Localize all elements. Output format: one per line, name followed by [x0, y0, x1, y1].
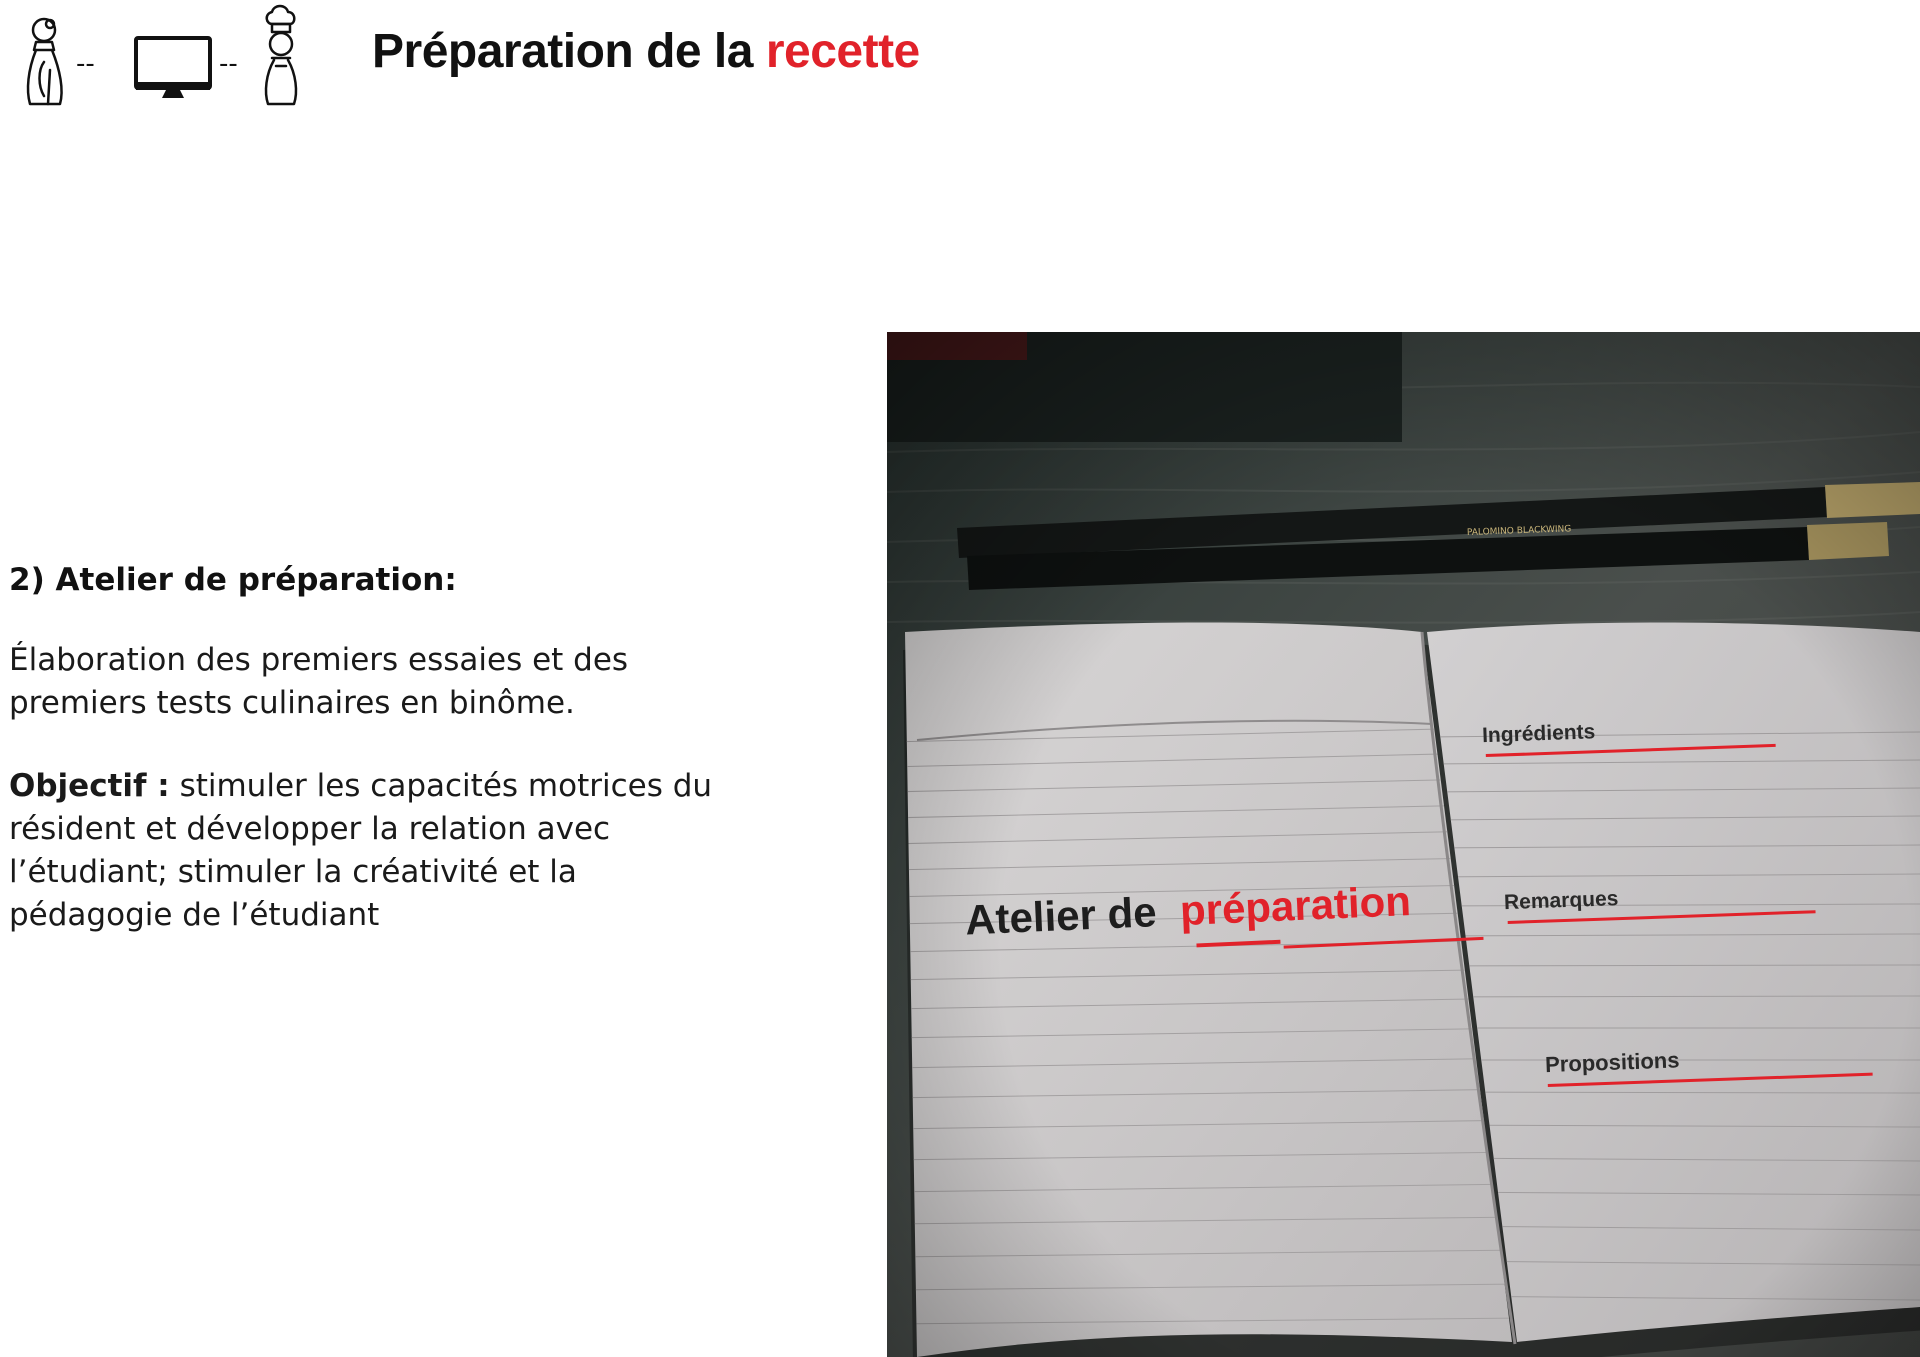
header-icons — [14, 0, 304, 110]
section-content — [9, 562, 749, 977]
page-title — [372, 24, 920, 79]
objective-label: Objectif : — [9, 768, 170, 805]
chef-student-icon — [266, 6, 296, 104]
connector-left: -- — [76, 49, 95, 79]
section-description: Élaboration des premiers essaies et des premiers tests culinaires en binôme. — [9, 642, 629, 722]
resident-icon — [28, 19, 62, 104]
section-heading: 2) Atelier de préparation: — [9, 562, 457, 598]
section-objective — [9, 765, 749, 937]
header — [0, 0, 1920, 120]
objective-text: stimuler les capacités motrices du résident et développer la relation avec l’étudiant; stimuler la créativité et la pédagogie de l’étudiant — [9, 768, 713, 934]
page-title-accent: recette — [765, 25, 920, 78]
connector-right: -- — [219, 49, 238, 79]
computer-monitor-icon — [136, 38, 210, 98]
notebook-photo-illustration — [887, 332, 1920, 1357]
notebook-photo — [887, 332, 1920, 1357]
page-title-main: Préparation de la — [372, 25, 753, 78]
